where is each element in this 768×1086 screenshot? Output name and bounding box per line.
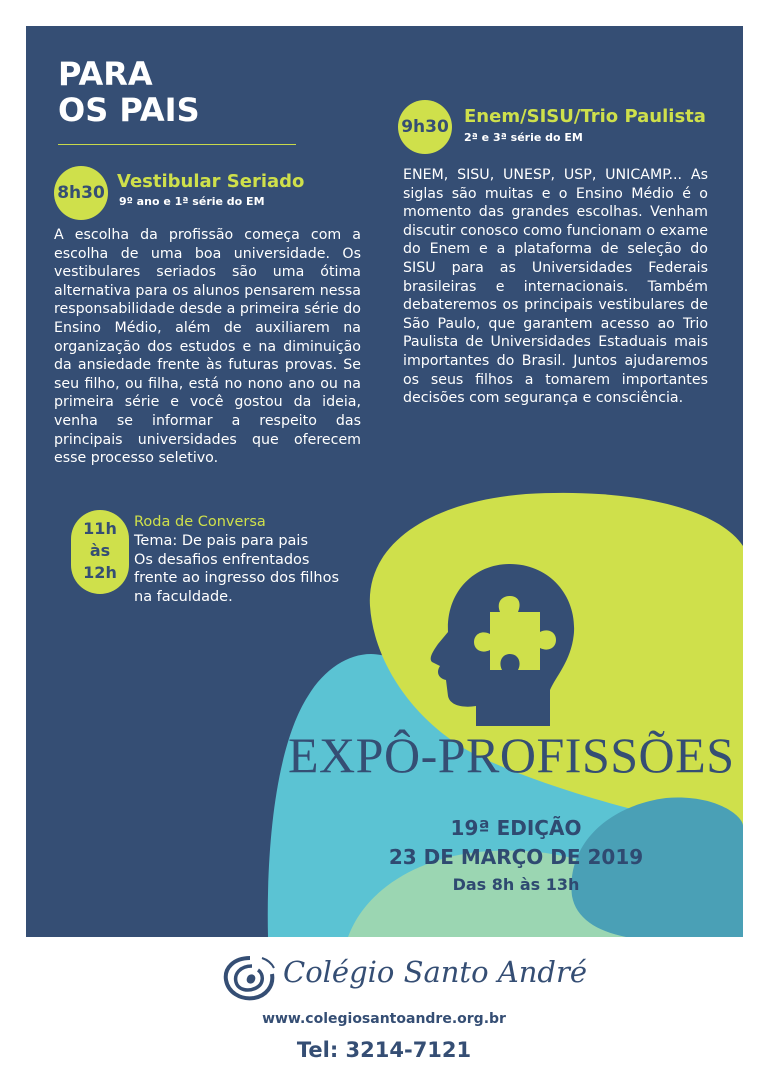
poster <box>26 26 743 937</box>
title-line-1: PARA <box>58 55 153 93</box>
time-separator: às <box>89 541 111 560</box>
decorative-blobs <box>26 26 743 937</box>
session-subheading-vestibular: 9º ano e 1ª série do EM <box>119 195 265 208</box>
time-badge-9h30: 9h30 <box>398 100 452 154</box>
school-name: Colégio Santo André <box>283 955 587 989</box>
school-website: www.colegiosantoandre.org.br <box>262 1011 506 1027</box>
event-edition: 19ª EDIÇÃO <box>450 816 582 840</box>
time-badge-11h-12h <box>71 510 129 594</box>
session-heading-enem: Enem/SISU/Trio Paulista <box>464 106 706 127</box>
event-hours: Das 8h às 13h <box>452 875 580 894</box>
page-title <box>58 56 200 128</box>
session-text-vestibular: A escolha da profissão começa com a escolha de uma boa universidade. Os vestibulares seriados são uma ótima alternativa para os alunos pensarem nessa responsabilidade desde a primeira série do Ensino Médio, além de auxiliarem na organização dos estudos e na diminuição da ansiedade frente às futuras provas. Se seu filho, ou filha, está no nono ano ou na primeira série e você gostou da ideia, venha se informar a respeito das principais universidades que oferecem esse processo seletivo. <box>54 227 361 467</box>
time-badge-8h30: 8h30 <box>54 166 108 220</box>
school-logo-icon <box>222 952 278 1004</box>
session-subheading-enem: 2ª e 3ª série do EM <box>464 131 583 144</box>
event-name: EXPÔ-PROFISSÕES <box>288 727 735 783</box>
head-with-puzzle-icon <box>424 558 584 730</box>
school-phone: Tel: 3214-7121 <box>296 1038 472 1062</box>
session-text-enem: ENEM, SISU, UNESP, USP, UNICAMP... As siglas são muitas e o Ensino Médio é o momento das grandes escolhas. Venham discutir conosco como funcionam o exame do Enem e a plataforma de seleção do SISU para as Universidades Federais brasileiras e internacionais. Também debateremos os principais vestibulares de São Paulo, que garantem acesso ao Trio Paulista de Universidades Estaduais mais importantes do Brasil. Juntos ajudaremos os seus filhos a tomarem importantes decisões com segurança e consciência. <box>403 167 708 407</box>
time-end: 12h <box>83 563 117 582</box>
title-divider <box>58 144 296 145</box>
title-line-2: OS PAIS <box>58 91 200 129</box>
session-heading-roda: Roda de Conversa <box>134 514 266 530</box>
time-start: 11h <box>83 519 117 538</box>
event-date: 23 DE MARÇO DE 2019 <box>388 845 644 869</box>
session-text-roda: Tema: De pais para pais Os desafios enfrentados frente ao ingresso dos filhos na faculdade. <box>134 533 340 605</box>
session-heading-vestibular: Vestibular Seriado <box>117 171 305 192</box>
